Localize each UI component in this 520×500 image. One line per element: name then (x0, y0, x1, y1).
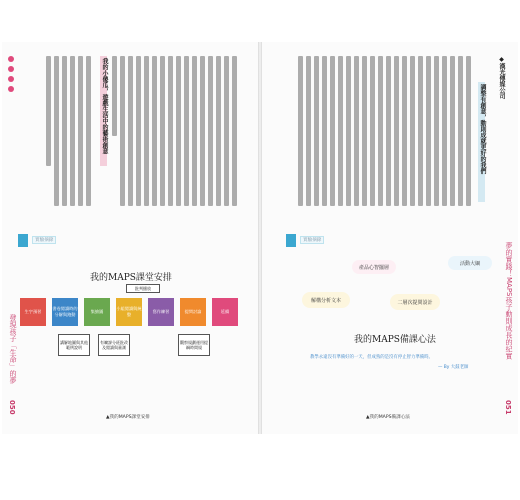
text-column (62, 56, 67, 206)
text-column (232, 56, 237, 206)
text-column (70, 56, 75, 206)
text-column (442, 56, 447, 206)
text-column (426, 56, 431, 206)
diagram-tag: 實驗摘錄 (32, 236, 56, 244)
text-column (306, 56, 311, 206)
diagram-cloud: 二層次提問設計 (390, 294, 440, 310)
decorative-dot (8, 86, 14, 92)
diagram-title: 我的MAPS備課心法 (354, 335, 436, 345)
text-column (418, 56, 423, 206)
diagram-top-label: 批判播放 (126, 284, 160, 293)
text-column (160, 56, 165, 206)
text-column (338, 56, 343, 206)
figure-caption: ▲我的MAPS課堂安排 (106, 415, 150, 420)
figure-caption: ▲我的MAPS備課心法 (366, 415, 410, 420)
diagram-sub-box: 講解地圖與其他範例說明 (58, 334, 90, 356)
text-column (362, 56, 367, 206)
quote-author: — By 大鼓老師 (438, 365, 469, 370)
text-column (354, 56, 359, 206)
left-page (2, 42, 258, 434)
text-column (434, 56, 439, 206)
text-column (144, 56, 149, 206)
section-heading: 調整有創意，動則成就更好的我們 (479, 84, 486, 174)
text-column (224, 56, 229, 206)
diagram-cloud: 活動大綱 (448, 256, 492, 270)
running-head: 夢的實踐！MAPS孩子動則成長的紀實 (505, 242, 513, 360)
decorative-dot (8, 66, 14, 72)
diagram-step-box: 書卷閱讀時的分解與跑動 (52, 298, 78, 326)
text-column (370, 56, 375, 206)
text-column (466, 56, 471, 206)
text-column (450, 56, 455, 206)
text-column (136, 56, 141, 206)
diagram-step-box: 小組閱讀與統整 (116, 298, 142, 326)
diagram-sub-box: 觀察規劃運用提綱時間規 (178, 334, 210, 356)
page-number: 050 (8, 400, 16, 415)
text-column (346, 56, 351, 206)
diagram-cloud: 解構分析文本 (302, 292, 350, 308)
text-column (120, 56, 125, 206)
diagram-step-box: 寫作練習 (148, 298, 174, 326)
text-column (458, 56, 463, 206)
text-column (314, 56, 319, 206)
text-column (46, 56, 51, 166)
text-column (378, 56, 383, 206)
text-column (330, 56, 335, 206)
text-column (208, 56, 213, 206)
text-column (54, 56, 59, 206)
text-column (394, 56, 399, 206)
running-head: 發現孩子「生命」的夢 (9, 314, 17, 384)
text-column (176, 56, 181, 206)
diagram-title: 我的MAPS課堂安排 (90, 273, 172, 283)
diagram-step-box: 集繪圖 (84, 298, 110, 326)
text-column (78, 56, 83, 206)
decorative-dot (8, 76, 14, 82)
text-column (168, 56, 173, 206)
diagram-step-box: 延續 (212, 298, 238, 326)
right-page (262, 42, 518, 434)
diagram-step-box: 生字預習 (20, 298, 46, 326)
text-column (192, 56, 197, 206)
text-column (152, 56, 157, 206)
text-column (322, 56, 327, 206)
book-spread (2, 42, 518, 434)
section-heading: 我的小傻瓜，遊戲生活中的藝術創意 (101, 58, 108, 154)
diagram-tag: 實驗摘錄 (300, 236, 324, 244)
diagram-cloud: 產品心智擺層 (352, 260, 396, 274)
text-column (112, 56, 117, 136)
text-column (410, 56, 415, 206)
company-tag: ◆漢光傳媒公司 (498, 56, 505, 99)
text-column (128, 56, 133, 206)
diagram-corner-badge (18, 234, 28, 247)
text-column (402, 56, 407, 206)
decorative-dot (8, 56, 14, 62)
text-column (386, 56, 391, 206)
text-column (184, 56, 189, 206)
quote-text: 教學永遠沒有準備好的一天，但成熟的是沒有停止智力準備時。 (310, 355, 433, 360)
text-column (200, 56, 205, 206)
page-number: 051 (504, 400, 512, 415)
diagram-sub-box: 有曠課分班批改及閱讀與量測 (98, 334, 130, 356)
text-column (216, 56, 221, 206)
text-column (86, 56, 91, 206)
diagram-step-box: 提問討論 (180, 298, 206, 326)
text-column (298, 56, 303, 206)
diagram-corner-badge (286, 234, 296, 247)
